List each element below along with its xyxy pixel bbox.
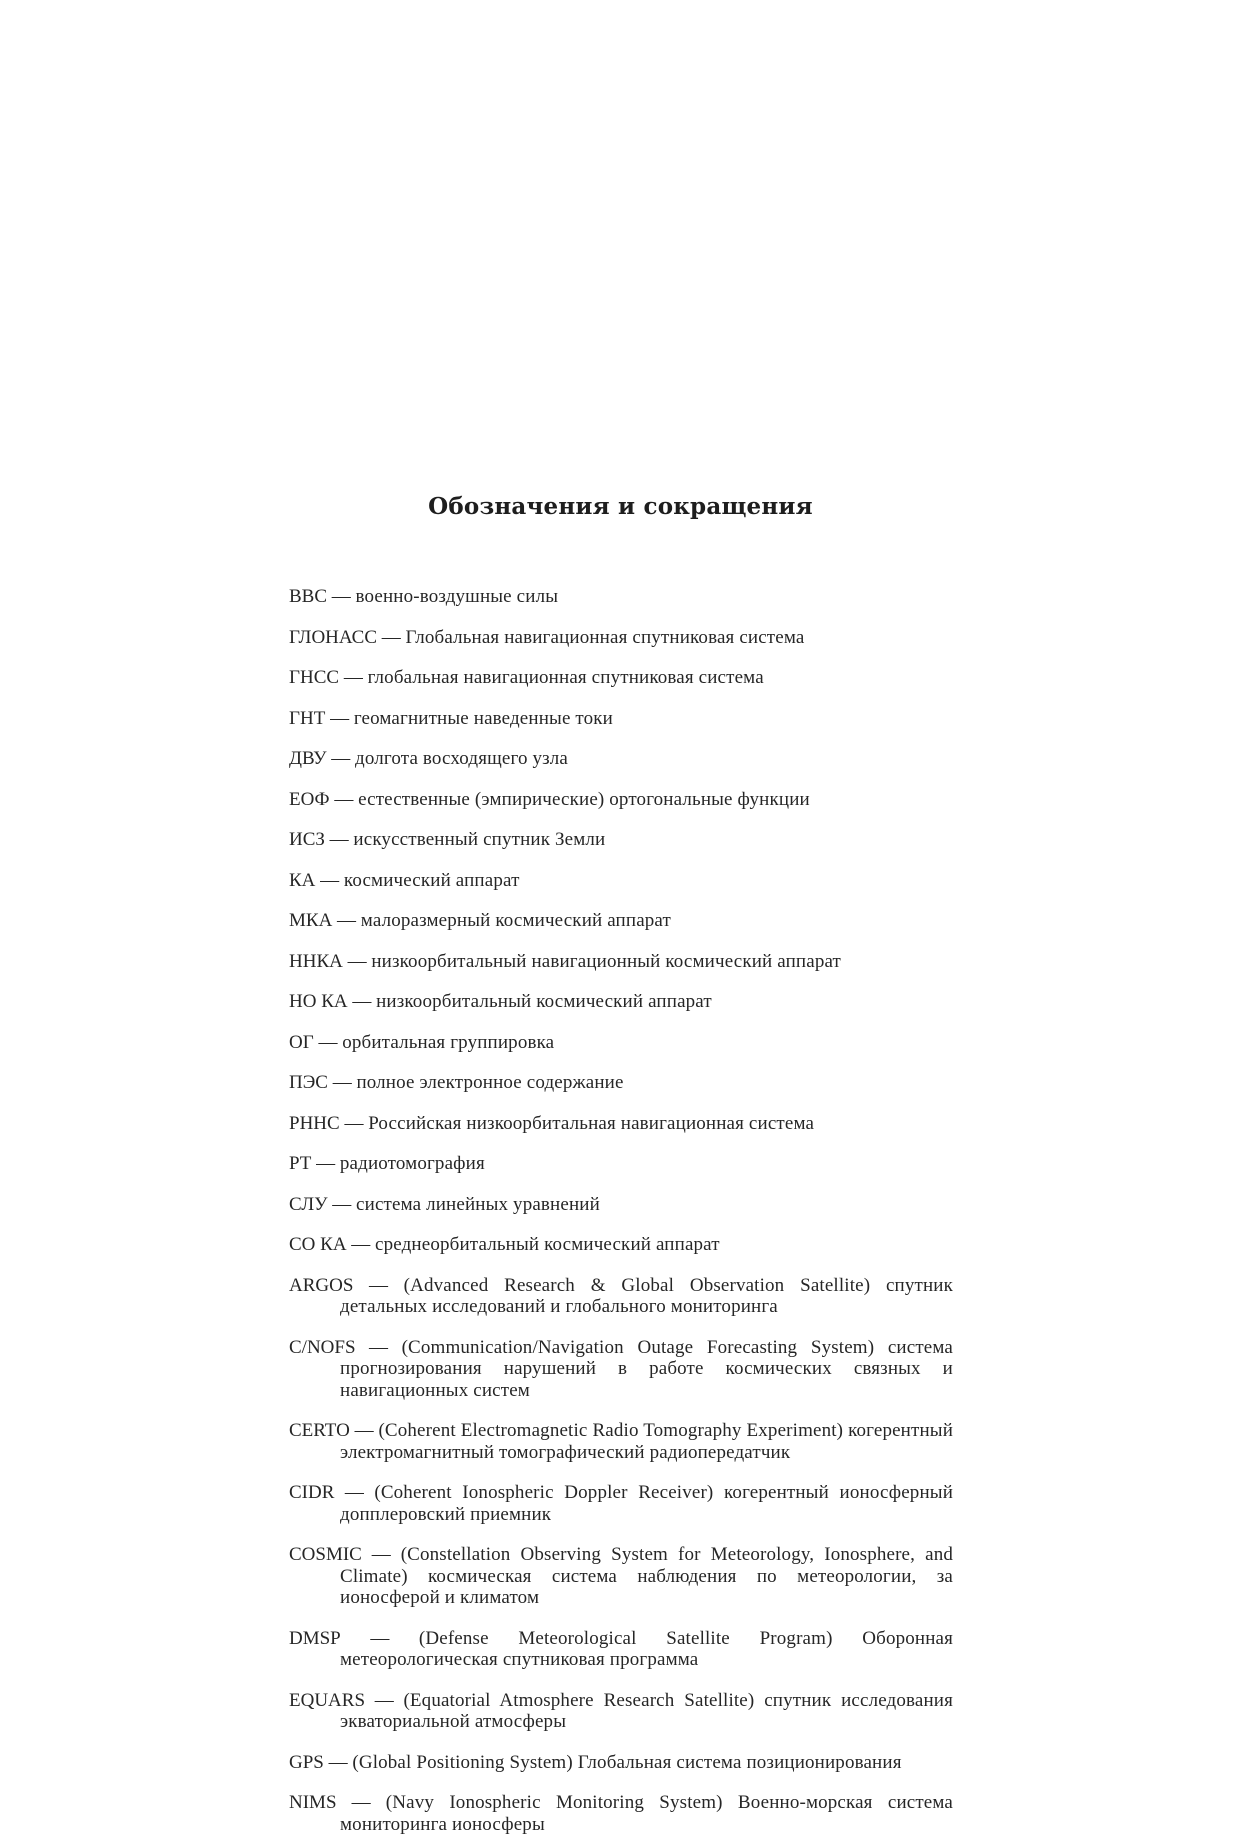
em-dash-separator: —	[334, 1482, 375, 1503]
abbreviation-entry	[289, 708, 953, 730]
abbreviation-term: COSMIC	[289, 1544, 362, 1565]
page-title: Обозначения и сокращения	[428, 493, 813, 521]
abbreviation-description: искусственный спутник Земли	[353, 829, 606, 850]
abbreviation-description: Российская низкоорбитальная навигационная система	[368, 1112, 815, 1134]
em-dash-separator: —	[315, 869, 344, 891]
abbreviation-entry	[289, 1194, 953, 1216]
abbreviation-description: орбитальная группировка	[342, 1031, 555, 1053]
abbreviation-entry	[289, 748, 953, 770]
abbreviation-description: геомагнитные наведенные токи	[353, 707, 613, 729]
abbreviation-description: (Constellation Observing System for Meteorology, Ionosphere, and Climate) космическая система наблюдения по метеорологии, за ионосферой и климатом	[340, 1544, 953, 1608]
abbreviation-entry	[289, 1544, 953, 1609]
em-dash-separator: —	[346, 1234, 376, 1255]
em-dash-separator: —	[342, 950, 372, 972]
em-dash-separator: —	[323, 1751, 353, 1773]
abbreviation-term: EQUARS	[289, 1689, 366, 1711]
em-dash-separator: —	[361, 1544, 401, 1565]
abbreviation-term: МКА	[289, 910, 333, 931]
abbreviation-description: (Defense Meteorological Satellite Program) Оборонная метеорологическая спутниковая программа	[340, 1627, 954, 1670]
abbreviation-term: ЕОФ	[289, 788, 330, 810]
abbreviation-entry	[289, 991, 953, 1013]
em-dash-separator: —	[353, 1274, 404, 1296]
em-dash-separator: —	[329, 788, 359, 810]
abbreviation-term: ARGOS	[289, 1274, 354, 1296]
abbreviation-entry	[289, 910, 953, 932]
abbreviation-term: ИСЗ	[289, 829, 325, 850]
abbreviation-entry	[289, 667, 953, 689]
abbreviation-description: (Global Positioning System) Глобальная система позиционирования	[352, 1751, 902, 1773]
abbreviation-term: ГНСС	[289, 667, 340, 688]
em-dash-separator: —	[365, 1689, 404, 1711]
em-dash-separator: —	[332, 910, 361, 931]
abbreviation-entry	[289, 1792, 953, 1835]
em-dash-separator: —	[326, 748, 356, 769]
abbreviation-entry	[289, 870, 953, 892]
abbreviation-description: низкоорбитальный космический аппарат	[376, 991, 712, 1012]
abbreviation-term: СО КА	[289, 1234, 347, 1255]
abbreviation-term: ОГ	[289, 1031, 314, 1053]
em-dash-separator: —	[324, 829, 354, 850]
abbreviation-entry	[289, 789, 953, 811]
abbreviation-description: Глобальная навигационная спутниковая система	[405, 626, 805, 648]
abbreviation-term: CIDR	[289, 1482, 335, 1503]
em-dash-separator: —	[339, 667, 368, 688]
abbreviation-description: (Coherent Electromagnetic Radio Tomography Experiment) когерентный электромагнитный томографический радиопередатчик	[340, 1420, 954, 1463]
abbreviation-term: C/NOFS	[289, 1336, 356, 1358]
abbreviation-entry	[289, 1113, 953, 1135]
abbreviation-entry	[289, 951, 953, 973]
em-dash-separator: —	[347, 991, 377, 1012]
abbreviation-term: ПЭС	[289, 1072, 328, 1093]
abbreviation-description: глобальная навигационная спутниковая система	[367, 667, 764, 688]
abbreviation-description: (Coherent Ionospheric Doppler Receiver) когерентный ионосферный допплеровский приемник	[340, 1482, 954, 1525]
abbreviation-entry	[289, 1153, 953, 1175]
abbreviation-entry	[289, 1275, 953, 1318]
abbreviation-description: низкоорбитальный навигационный космический аппарат	[371, 950, 842, 972]
em-dash-separator: —	[327, 586, 356, 607]
abbreviation-entry	[289, 1072, 953, 1094]
em-dash-separator: —	[349, 1420, 379, 1441]
em-dash-separator: —	[340, 1627, 419, 1649]
abbreviation-description: долгота восходящего узла	[355, 748, 569, 769]
abbreviation-description: система линейных уравнений	[356, 1193, 600, 1215]
abbreviation-entry	[289, 1337, 953, 1402]
abbreviation-description: (Navy Ionospheric Monitoring System) Военно-морская система мониторинга ионосферы	[340, 1792, 954, 1835]
abbreviation-term: РННС	[289, 1112, 340, 1134]
abbreviation-term: НО КА	[289, 991, 348, 1012]
em-dash-separator: —	[311, 1153, 340, 1174]
abbreviation-entry	[289, 1234, 953, 1256]
abbreviation-entry	[289, 1482, 953, 1525]
abbreviation-description: естественные (эмпирические) ортогональные функции	[358, 788, 810, 810]
em-dash-separator: —	[327, 1193, 357, 1215]
abbreviation-term: КА	[289, 869, 316, 891]
abbreviation-entry	[289, 586, 953, 608]
em-dash-separator: —	[327, 1072, 357, 1093]
abbreviation-term: ВВС	[289, 586, 328, 607]
abbreviation-term: NIMS	[289, 1792, 337, 1813]
abbreviation-entry	[289, 1420, 953, 1463]
abbreviation-term: ННКА	[289, 950, 343, 972]
abbreviation-entry	[289, 627, 953, 649]
abbreviation-term: CERTO	[289, 1420, 350, 1441]
em-dash-separator: —	[325, 707, 354, 729]
abbreviation-term: ДВУ	[289, 748, 327, 769]
abbreviation-description: (Equatorial Atmosphere Research Satellite) спутник исследования экваториальной атмосферы	[340, 1689, 953, 1732]
abbreviation-entry	[289, 1752, 953, 1774]
abbreviation-entry	[289, 1032, 953, 1054]
abbreviation-description: радиотомография	[339, 1153, 485, 1174]
abbreviation-description: (Advanced Research & Global Observation Satellite) спутник детальных исследований и глобального мониторинга	[340, 1274, 953, 1317]
em-dash-separator: —	[355, 1336, 402, 1358]
em-dash-separator: —	[339, 1112, 369, 1134]
abbreviation-term: DMSP	[289, 1627, 341, 1649]
em-dash-separator: —	[336, 1792, 386, 1813]
abbreviation-term: ГЛОНАСС	[289, 626, 378, 648]
em-dash-separator: —	[313, 1031, 343, 1053]
abbreviation-description: малоразмерный космический аппарат	[360, 910, 671, 931]
abbreviation-term: СЛУ	[289, 1193, 328, 1215]
abbreviation-term: РТ	[289, 1153, 312, 1174]
abbreviation-description: военно-воздушные силы	[355, 586, 559, 607]
abbreviation-entry	[289, 829, 953, 851]
em-dash-separator: —	[377, 626, 406, 648]
abbreviation-list	[289, 567, 953, 1839]
abbreviation-term: ГНТ	[289, 707, 326, 729]
abbreviation-description: (Communication/Navigation Outage Forecasting System) система прогнозирования нарушений в работе космических связных и навигационных систем	[340, 1336, 954, 1401]
abbreviation-description: среднеорбитальный космический аппарат	[375, 1234, 720, 1255]
abbreviation-term: GPS	[289, 1751, 324, 1773]
abbreviation-description: космический аппарат	[343, 869, 520, 891]
abbreviation-entry	[289, 1690, 953, 1733]
abbreviation-entry	[289, 1628, 953, 1671]
abbreviation-description: полное электронное содержание	[356, 1072, 624, 1093]
